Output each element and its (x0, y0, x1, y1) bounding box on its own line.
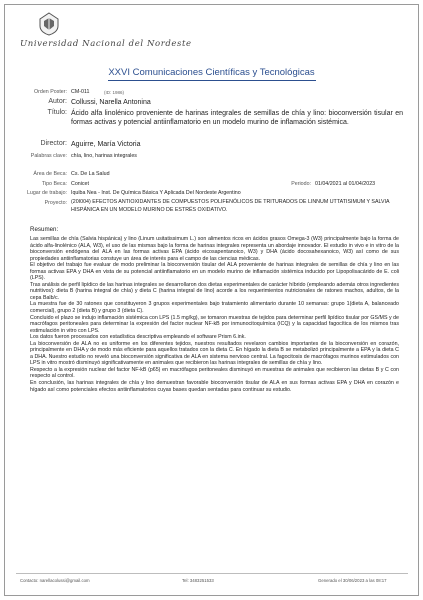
director-value: Aguirre, María Victoria (71, 141, 141, 148)
footer-tel: Tel: 3483251533 (182, 578, 214, 583)
university-crest-icon (38, 12, 60, 36)
resumen-paragraph: La bioconversión de ALA no es uniforme en los diferentes tejidos, nuestros resultados revelaron cambios importantes de la bioconversión en corazón, principalmente en DHA y de modo más eficiente para aquellos tratados con la dieta C. En hígado la dieta B se metabolizó principalmente a EPA y la dieta C a DHA. Nuestro estudio no reveló una bioconversión significativa de ALA en sistema nervioso central. La fagocitosis de macrófagos murinos estimulados con LPS in vitro mostró disminuyó significativamente en animales que recibieron las harinas integrales de semillas de chía y lino. (30, 340, 399, 367)
resumen-paragraph: Concluido el plazo se indujo inflamación sistémica con LPS (1.5 mg/kg), se tomaron muestras de tejidos para determinar perfil lipídico tisular por GS/MS y de macrófagos peritoneales para determinar la expresión del factor nuclear NF-kB por inmunocitoquímica (ICQ) y la capacidad fagocítica de los mismos tras estimulación in vitro con LPS. (30, 314, 399, 334)
resumen-body (30, 236, 399, 393)
proyecto-label: Proyecto: (44, 200, 67, 206)
proyecto-value: (20I004) EFECTOS ANTIOXIDANTES DE COMPUESTOS POLIFENÓLICOS DE TRITURADOS DE LINNUM UTTATISIMUM Y SALVIA HISPÁNICA EN UN MODELO MURINO DE ESTRÉS OXIDATIVO. (71, 199, 390, 213)
logo-text: Universidad Nacional del Nordeste (20, 39, 192, 49)
poster-id: (ID: 1986) (104, 90, 125, 95)
orden-poster-label: Orden Poster: (34, 89, 67, 95)
resumen-paragraph: Tras análisis de perfil lipídico de las harinas integrales se desarrollaron dos dietas experimentales de carácter híbrido (empleando además otros ingredientes nutritivos): dieta B (harina integral de chía) y dieta C (harina integral de lino) acorde a los requerimientos nutricionales de ratones machos, adultos, de la cepa Balb/c. (30, 281, 399, 301)
title-underline (108, 80, 316, 81)
resumen-paragraph: En conclusión, las harinas integrales de chía y lino demuestran favorable bioconversión tisular de ALA en sus formas activas EPA y DHA en corazón e hígado así como potenciales efectos antiinflamatorios cuyas bases quedan sentadas para continuar su estudio. (30, 380, 399, 393)
palabras-clave-label: Palabras clave: (30, 153, 67, 159)
area-beca-value: Cs. De La Salud (71, 171, 110, 177)
director-label: Director: (40, 140, 67, 147)
tipo-beca-value: Conicet (71, 181, 89, 187)
lugar-trabajo-value: Iquiba Nea - Inst. De Química Básica Y Aplicada Del Nordeste Argentino (71, 190, 241, 196)
tipo-beca-label: Tipo Beca: (41, 181, 67, 187)
footer-generated: Generado el 30/06/2023 a las 08:17 (318, 578, 387, 583)
palabras-clave-value: chía, lino, harinas integrales (71, 153, 137, 159)
conference-title: XXVI Comunicaciones Científicas y Tecnológicas (108, 67, 315, 78)
resumen-paragraph: El objetivo del trabajo fue evaluar de modo preliminar la bioconversión tisular del ALA proveniente de harinas integrales de semillas de chía y lino en las formas activas EPA y DHA en vista de su potencial antiinflamatorio en un modelo murino de inflamación sistémica inducido por Lipopolisacárido de E. coli (LPS). (30, 262, 399, 282)
resumen-paragraph: Los datos fueron procesados con estadística descriptiva empleando el software Prism 6.ink. (30, 334, 246, 341)
titulo-label: Título: (47, 109, 67, 116)
resumen-paragraph: Las semillas de chía (Salvia hispánica) y lino (Linum usitatissimum L.) son alimentos ricos en ácidos grasos Omega-3 (W3) principalmente bajo la forma de ácido alfa-linolénico (ALA, W3), el uso de las mismas bajo la forma de harinas integrales representa un abordaje innovador. El estudio in vivo e in vitro de la bioconversión endógena del ALA en las formas activas EPA (ácido eicosapentanoico, W3) y DHA (ácido docosahexanoico, W3) así como de sus propiedades antiinflamatorias constuye un área de interés para el campo de las ciencias médicas. (30, 236, 399, 262)
resumen-paragraph: Respecto a la expresión nuclear del factor NF-kB (p65) en macrófagos peritoneales disminuyó en muestras de animales que recibieron las dietas B y C con respecto al control. (30, 366, 399, 380)
titulo-value: Ácido alfa linolénico proveniente de harinas integrales de semillas de chía y lino: bioconversión tisular en formas activas y potencial antiinflamatorio en un modelo murino de inflamación sistémica. (71, 110, 403, 127)
periodo-value: 01/04/2021 al 01/04/2023 (315, 181, 376, 187)
autor-label: Autor: (48, 98, 67, 105)
area-beca-label: Área de Beca: (33, 171, 67, 177)
resumen-heading: Resumen: (30, 226, 59, 233)
periodo-label: Periodo: (291, 181, 311, 187)
autor-value: Collussi, Narella Antonina (71, 99, 151, 106)
footer-divider (16, 573, 408, 574)
footer-contact: Contacto: narellacolussi@gmail.com (20, 578, 90, 583)
orden-poster-value: CM-011 (71, 89, 90, 95)
university-logo (20, 12, 280, 58)
lugar-trabajo-label: Lugar de trabajo: (26, 190, 67, 196)
resumen-paragraph: La muestra fue de 30 ratones que constituyeron 3 grupos experimentales bajo tratamiento alimentario durante 10 semanas: grupo 1(dieta A, balanceado comercial), grupo 2 (dieta B) y grupo 3 (dieta C). (30, 301, 399, 315)
